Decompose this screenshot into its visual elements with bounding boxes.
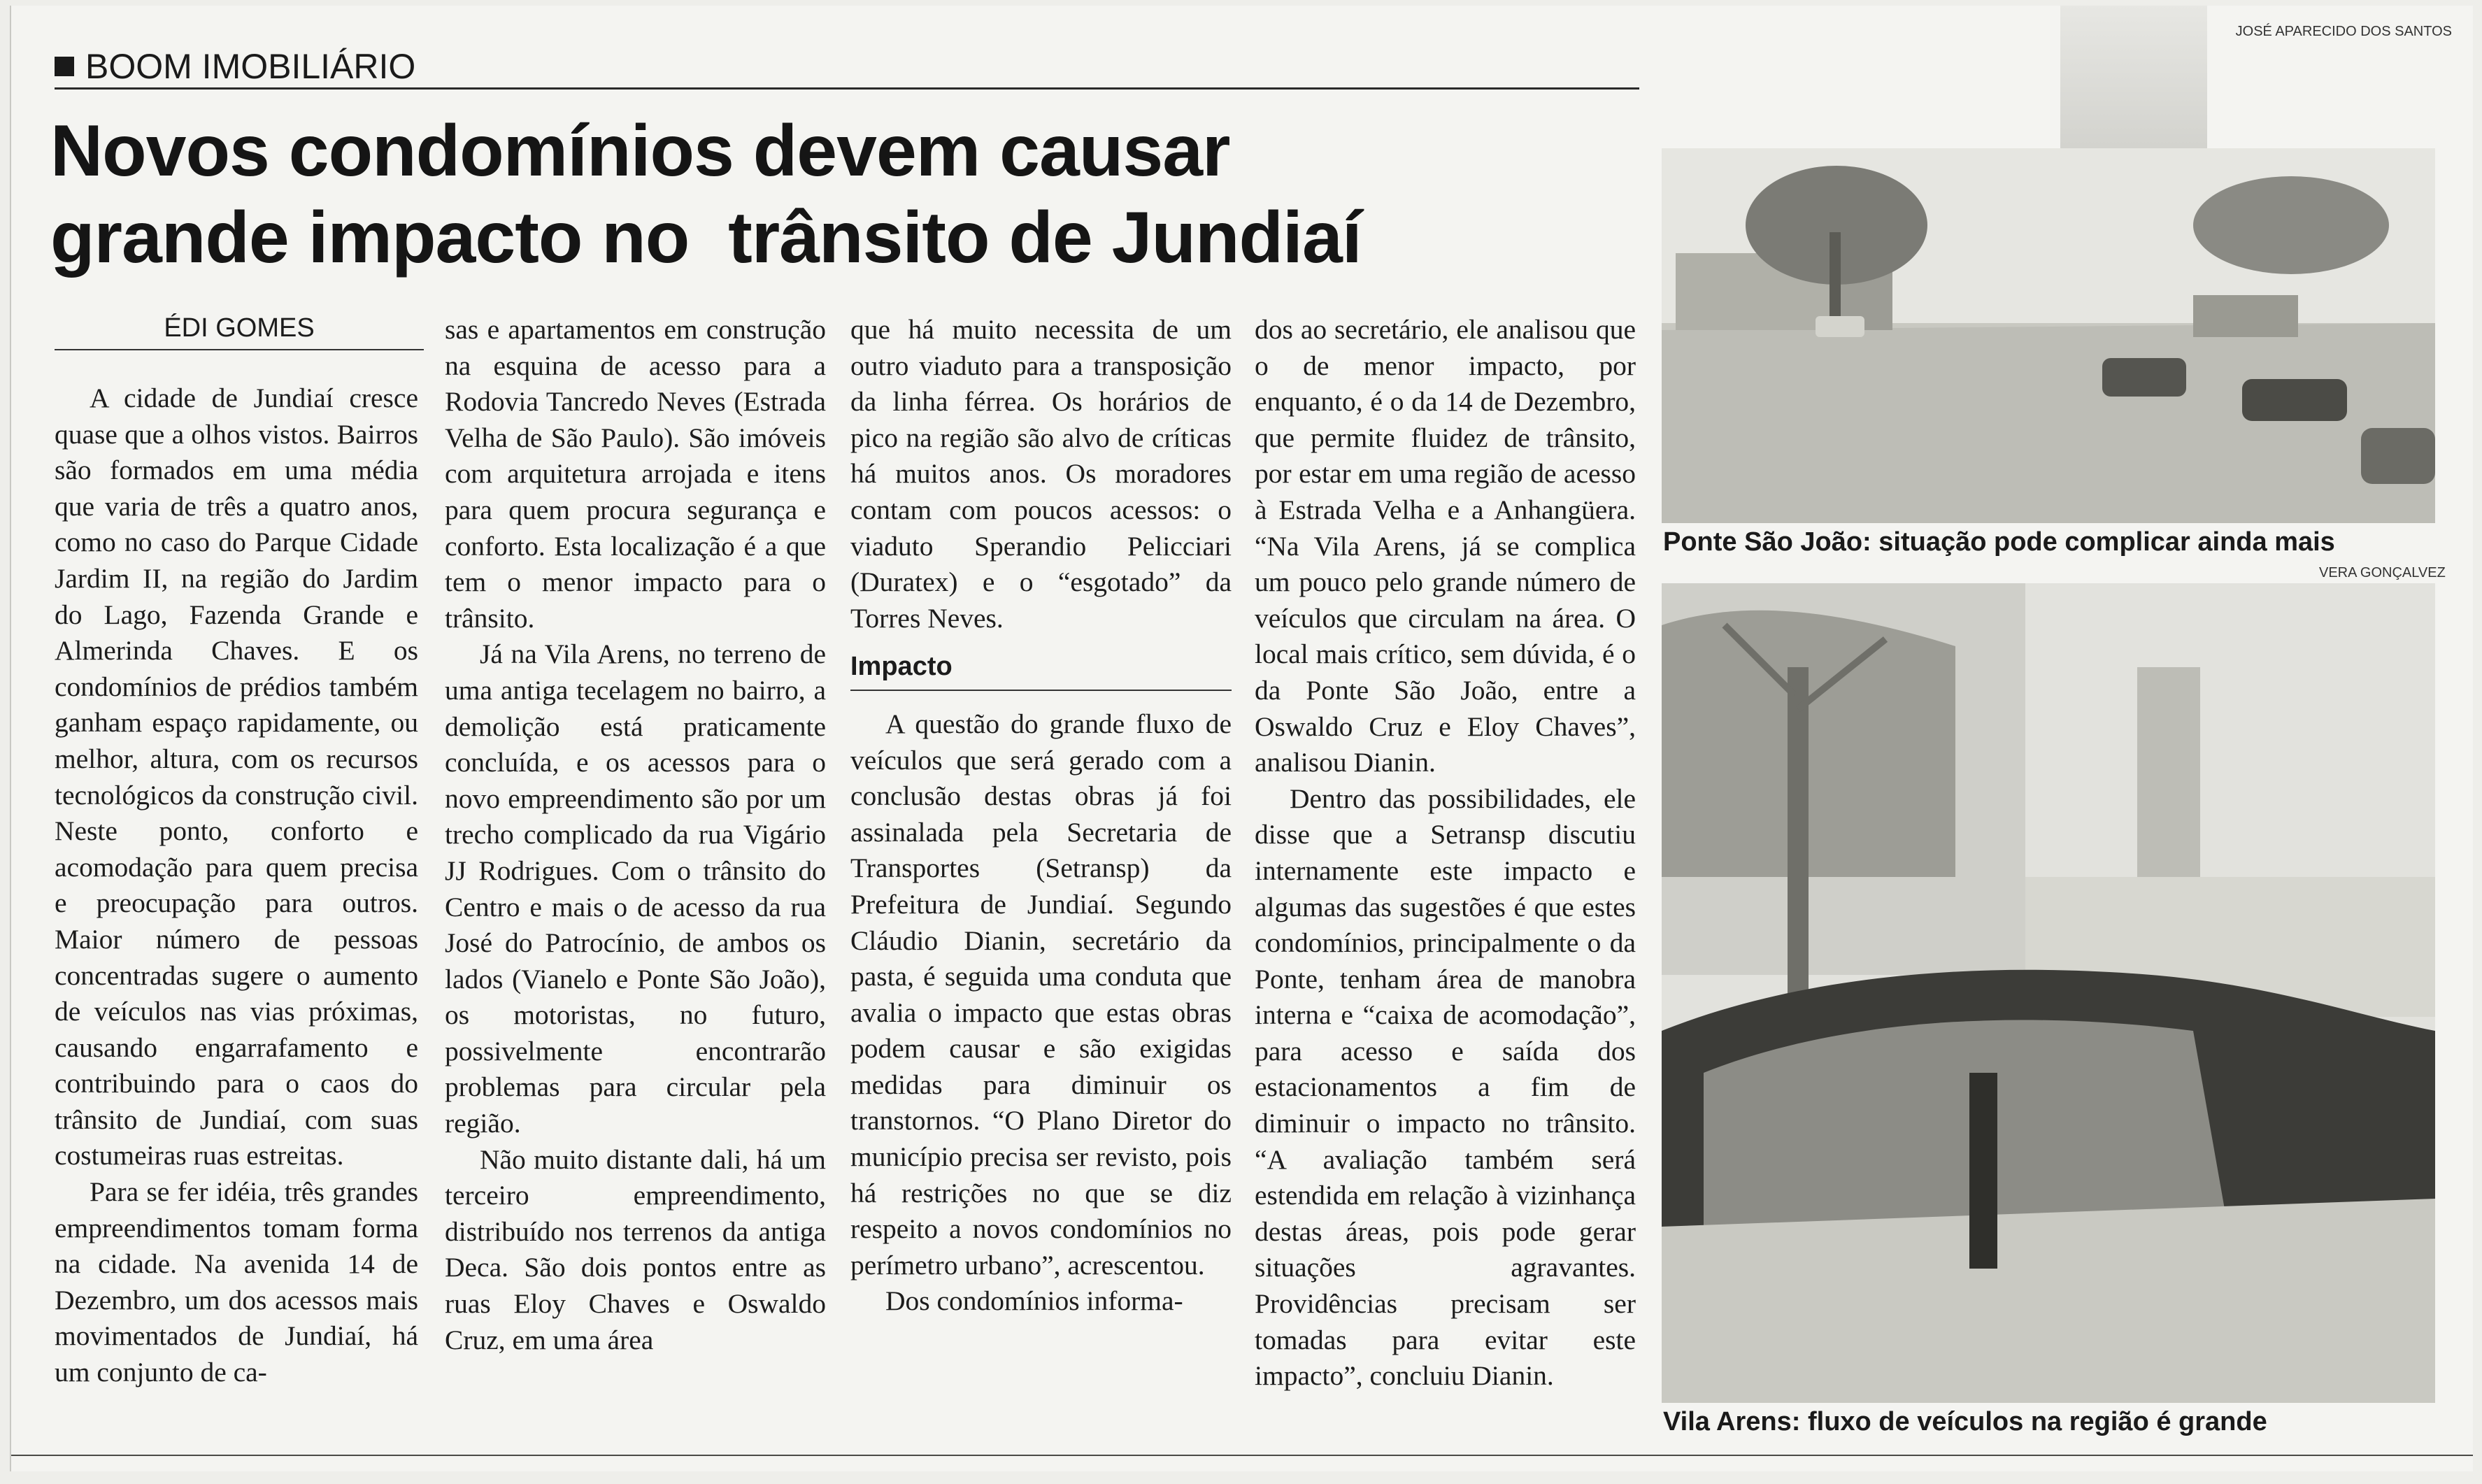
paragraph: Dentro das possibilidades, ele disse que a Setransp discutiu internamente este impacto e algumas das sugestões é que estes condomínios, principalmente o da Ponte, tenham área de manobra interna e “caixa de acomodação”, para acesso e saída dos estacionamentos a fim de diminuir o impacto no trânsito. “A avaliação também será estendida em relação à vizinhança destas áreas, pois pode gerar situações agravantes. Providências precisam ser tomadas para evitar este impacto”, concluiu Dianin. [1255,783,1636,1392]
paragraph: A questão do grande fluxo de veículos que será gerado com a conclusão destas obras já foi assinalada pela Secretaria de Transportes (Setransp) da Prefeitura de Jundiaí. Segundo Cláudio Dianin, secretário da pasta, é seguida uma conduta que avalia o impacto que estas obras podem causar e são exigidas medidas para diminuir os transtornos. “O Plano Diretor do município precisa ser revisto, pois há restrições no que se diz respeito a novos condomínios no perímetro urbano”, acrescentou. [850,708,1232,1280]
section-label [55,46,415,87]
article-column-1 [55,380,418,1391]
bottom-rule [11,1455,2473,1456]
traffic-scene-image [1662,583,2435,1403]
photo-vila-arens [1662,583,2435,1403]
newspaper-page [10,6,2473,1471]
photo-credit-mid: VERA GONÇALVEZ [2319,565,2446,580]
paragraph: dos ao secretário, ele analisou que o de menor impacto, por enquanto, é o da 14 de Dezembro, que permite fluidez de trânsito, por estar em uma região de acesso à Estrada Velha e a Anhangüera. “Na Vila Arens, já se complica um pouco pelo grande número de veículos que circulam na área. O local mais crítico, sem dúvida, é o da Ponte São João, entre a Oswaldo Cruz e Eloy Chaves”, analisou Dianin. [1255,314,1636,778]
article-column-4 [1255,312,1636,1394]
subhead-impacto: Impacto [850,649,1232,691]
paragraph: A cidade de Jundiaí cresce quase que a olhos vistos. Bairros são formados em uma média que varia de três a quatro anos, como no caso do Parque Cidade Jardim II, na região do Jardim do Lago, Fazenda Grande e Almerinda Chaves. E os condomínios de prédios também ganham espaço rapidamente, ou melhor, altura, com os recursos tecnológicos da construção civil. Neste ponto, conforto e acomodação para quem precisa e preocupação para outros. Maior número de pessoas concentradas sugere o aumento de veículos nas vias próximas, causando engarrafamento e contribuindo para o caos do trânsito de Jundiaí, com suas costumeiras ruas estreitas. [55,383,418,1171]
street-scene-image [1662,148,2435,523]
paragraph: Para se fer idéia, três grandes empreendimentos tomam forma na cidade. Na avenida 14 de Dezembro, um dos acessos mais movimentados de Jundiaí, há um conjunto de ca- [55,1176,418,1388]
paragraph: que há muito necessita de um outro viaduto para a transposição da linha férrea. Os horários de pico na região são alvo de críticas há muitos anos. Os moradores contam com poucos acessos: o viaduto Sperandio Pelicciari (Duratex) e o “esgotado” da Torres Neves. [850,314,1232,634]
byline: ÉDI GOMES [55,313,424,350]
article-column-2 [445,312,826,1358]
headline-line-1: Novos condomínios devem causar [50,110,1230,192]
section-square-icon [55,57,74,76]
article-column-3 [850,312,1232,1320]
headline [50,108,1659,281]
paragraph: sas e apartamentos em construção na esquina de acesso para a Rodovia Tancredo Neves (Estrada Velha de São Paulo). São imóveis com arquitetura arrojada e itens para quem procura segurança e conforto. Esta localização é a que tem o menor impacto para o trânsito. [445,314,826,634]
section-rule [55,87,1639,90]
caption-top: Ponte São João: situação pode complicar ainda mais [1663,527,2335,557]
headline-line-2: grande impacto no trânsito de Jundiaí [50,197,1362,278]
photo-credit-top: JOSÉ APARECIDO DOS SANTOS [2235,24,2452,39]
paragraph: Não muito distante dali, há um terceiro empreendimento, distribuído nos terrenos da antiga Deca. São dois pontos entre as ruas Eloy Chaves e Oswaldo Cruz, em uma área [445,1143,826,1355]
photo-ponte-sao-joao [1662,148,2435,523]
section-label-text: BOOM IMOBILIÁRIO [85,47,416,86]
caption-bottom: Vila Arens: fluxo de veículos na região é grande [1663,1407,2267,1436]
paragraph: Já na Vila Arens, no terreno de uma antiga tecelagem no bairro, a demolição está praticamente concluída, e os acessos para o novo empreendimento são por um trecho complicado da rua Vigário JJ Rodrigues. Com o trânsito do Centro e mais o de acesso da rua José do Patrocínio, de ambos os lados (Vianelo e Ponte São João), os motoristas, no futuro, possivelmente encontrarão problemas para circular pela região. [445,638,826,1139]
paragraph: Dos condomínios informa- [885,1285,1183,1317]
